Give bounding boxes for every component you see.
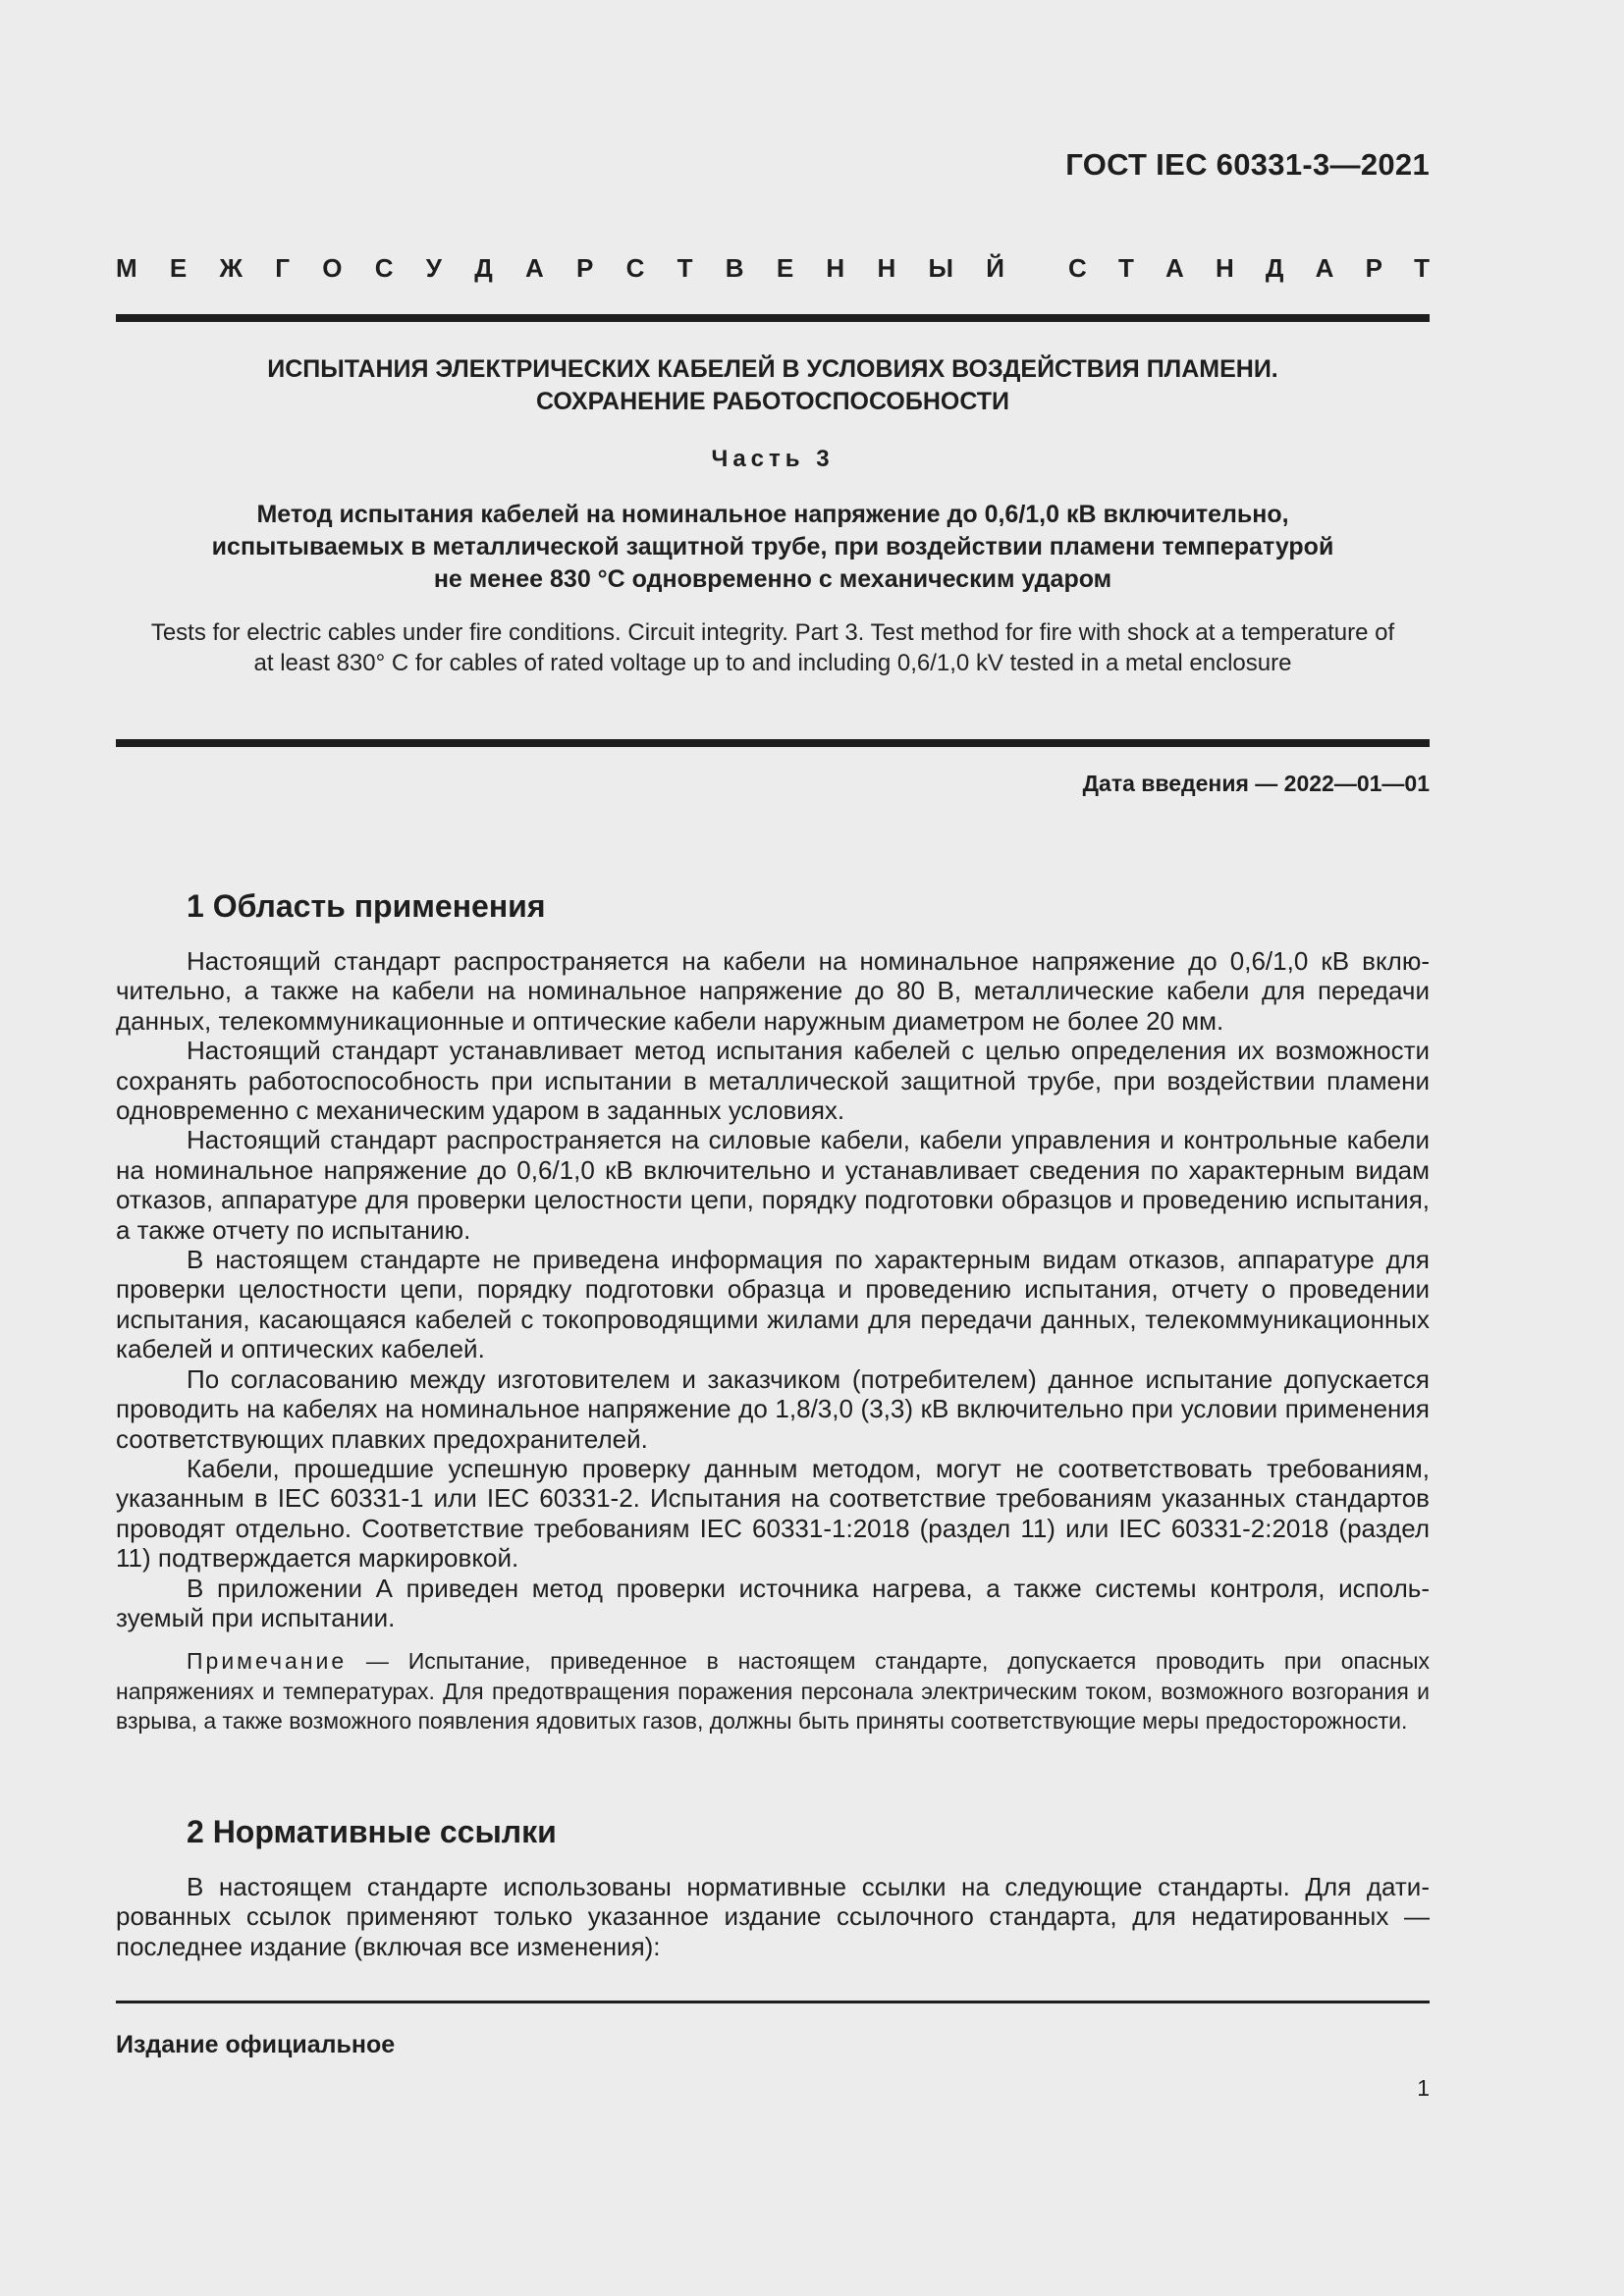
standard-type-word-1-letter: Е [776, 253, 794, 283]
section-1-heading: 1 Область применения [187, 888, 546, 924]
english-title-line-1: Tests for electric cables under fire conditions. Circuit integrity. Part 3. Test method for fire with shock at a temperature of [150, 619, 1395, 646]
section-1-paragraph: Настоящий стандарт устанавливает метод испытания кабелей с целью определения их возможности сохранять работоспособность при испытании в металлической защитной трубе, при воздействии пламени одновременно с механическим ударом в заданных условиях. [116, 1036, 1430, 1126]
introduction-date: Дата введения — 2022—01—01 [1082, 771, 1430, 796]
subtitle-line-3: не менее 830 °С одновременно с механическим ударом [433, 565, 1112, 593]
standard-type-word-1-letter: Г [275, 253, 291, 283]
main-title [116, 353, 1430, 418]
note-text: — Испытание, приведенное в настоящем стандарте, допускается проводить при опасных напряжениях и температурах. Для предотвращения поражения персонала электрическим током, возможного возгорания и взрыва, а также возможного появления ядовитых газов, должны быть приняты соответствующие меры предосторожности. [116, 1648, 1430, 1735]
main-title-line-2: СОХРАНЕНИЕ РАБОТОСПОСОБНОСТИ [535, 388, 1010, 415]
standard-type-word-2-letter: Р [1365, 253, 1382, 283]
section-1-note [116, 1646, 1430, 1736]
document-page [116, 0, 1430, 2296]
standard-type-word-1-letter: Т [677, 253, 693, 283]
section-2-paragraph: В настоящем стандарте использованы нормативные ссылки на следующие стандарты. Для датированных ссылок применяют только указанное издание ссылочного стандарта, для недатированных — последнее издание (включая все изменения): [116, 1872, 1430, 1961]
standard-type-word-1-letter: А [525, 253, 544, 283]
section-1-paragraph: В настоящем стандарте не приведена информация по характерным видам отказов, аппаратуре для проверки целостности цепи, порядку подготовки образца и проведению испытания, отчету о проведении испытания, касающаяся кабелей с токопроводящими жилами для передачи данных, телекоммуникационных кабелей и оптических кабелей. [116, 1245, 1430, 1364]
standard-type-word-1-letter: Й [986, 253, 1004, 283]
page-number: 1 [1417, 2075, 1430, 2101]
section-2-body [116, 1872, 1430, 1961]
english-title-line-2: at least 830° C for cables of rated voltage up to and including 0,6/1,0 kV tested in a metal enclosure [253, 650, 1292, 676]
standard-type-word-1-letter: Н [826, 253, 845, 283]
english-title [116, 617, 1430, 678]
standard-type-word-1-letter: С [625, 253, 645, 283]
title-bottom-rule [116, 739, 1430, 747]
standard-type-word-1 [116, 253, 1004, 284]
standard-type-word-1-letter: Ж [219, 253, 244, 283]
document-number: ГОСТ IEC 60331-3—2021 [1065, 147, 1430, 182]
section-1-body [116, 946, 1430, 1736]
standard-type-word-1-letter: О [322, 253, 343, 283]
standard-type-word-1-letter: В [725, 253, 744, 283]
standard-type-word-2-letter: Н [1215, 253, 1234, 283]
section-1-paragraph: Настоящий стандарт распространяется на кабели на номинальное напряжение до 0,6/1,0 кВ включительно, а также на кабели на номинальное напряжение до 80 В, металлические кабели для передачи данных, телекоммуникационные и оптические кабели наружным диаметром не более 20 мм. [116, 946, 1430, 1036]
part-label: Часть 3 [711, 446, 835, 472]
standard-type-word-1-letter: Д [474, 253, 493, 283]
standard-type-word-2-letter: Т [1117, 253, 1134, 283]
section-2-heading: 2 Нормативные ссылки [187, 1814, 557, 1849]
standard-type-word-1-letter: Ы [928, 253, 953, 283]
standard-type-word-2-letter: А [1165, 253, 1184, 283]
section-1-paragraph: Кабели, прошедшие успешную проверку данным методом, могут не соответствовать требованиям, указанным в IEC 60331-1 или IEC 60331-2. Испытания на соответствие требованиям указанных стандартов проводят отдельно. Соответствие требованиям IEC 60331-1:2018 (раздел 11) или IEC 60331-2:2018 (раздел 11) подтверждается маркировкой. [116, 1453, 1430, 1574]
standard-type-word-2 [1068, 253, 1430, 284]
subtitle-line-1: Метод испытания кабелей на номинальное напряжение до 0,6/1,0 кВ включительно, [256, 501, 1289, 528]
section-1-paragraph: В приложении А приведен метод проверки источника нагрева, а также системы контроля, используемый при испытании. [116, 1573, 1430, 1632]
standard-type-word-2-letter: А [1315, 253, 1334, 283]
standard-type-word-2-letter: Д [1265, 253, 1284, 283]
standard-type-word-2-letter: Т [1414, 253, 1430, 283]
standard-type-word-1-letter: М [116, 253, 137, 283]
title-block [116, 353, 1430, 678]
standard-type-word-1-letter: Е [169, 253, 188, 283]
section-1-paragraph: По согласованию между изготовителем и заказчиком (потребителем) данное испытание допускается проводить на кабелях на номинальное напряжение до 1,8/3,0 (3,3) кВ включительно при условии применения соответствующих плавких предохранителей. [116, 1363, 1430, 1454]
standard-type-line [116, 253, 1430, 284]
standard-type-word-1-letter: С [374, 253, 394, 283]
note-label: Примечание [187, 1648, 348, 1675]
standard-type-word-1-letter: Р [576, 253, 594, 283]
standard-type-word-1-letter: У [425, 253, 442, 283]
top-rule [116, 314, 1430, 322]
section-1-paragraph: Настоящий стандарт распространяется на силовые кабели, кабели управления и контрольные кабели на номинальное напряжение до 0,6/1,0 кВ включительно и устанавливает сведения по характерным видам отказов, аппаратуре для проверки целостности цепи, порядку подготовки образцов и проведению испытания, а также отчету по испытанию. [116, 1125, 1430, 1245]
standard-type-word-2-letter: С [1068, 253, 1087, 283]
subtitle [116, 499, 1430, 596]
edition-label: Издание официальное [116, 2031, 396, 2058]
footer-rule [116, 2001, 1430, 2003]
standard-type-word-1-letter: Н [877, 253, 896, 283]
subtitle-line-2: испытываемых в металлической защитной трубе, при воздействии пламени температурой [211, 533, 1334, 561]
main-title-line-1: ИСПЫТАНИЯ ЭЛЕКТРИЧЕСКИХ КАБЕЛЕЙ В УСЛОВИЯХ ВОЗДЕЙСТВИЯ ПЛАМЕНИ. [267, 355, 1278, 383]
